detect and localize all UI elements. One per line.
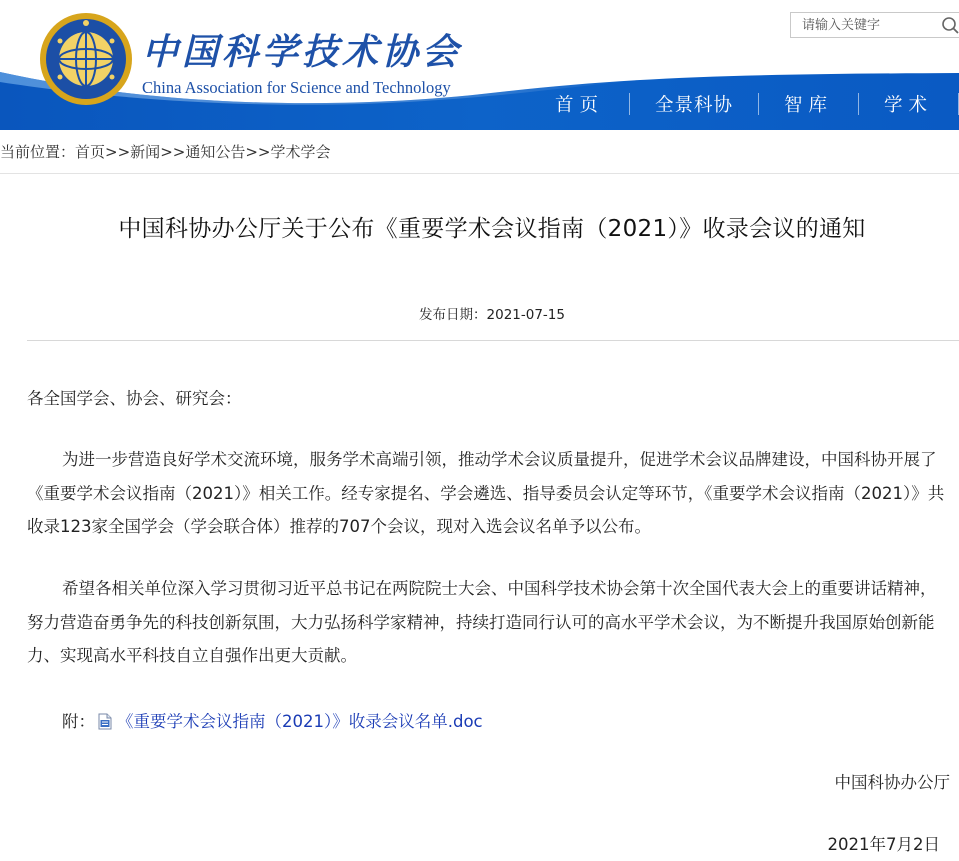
breadcrumb-label: 当前位置： <box>0 143 76 161</box>
cast-logo-emblem-icon <box>38 11 134 107</box>
breadcrumb-separator: >> <box>160 142 186 161</box>
breadcrumb-link-academic-societies[interactable]: 学术学会 <box>270 143 331 161</box>
logo-english-name: China Association for Science and Technology <box>142 78 451 97</box>
breadcrumb-link-news[interactable]: 新闻 <box>130 143 161 161</box>
publish-date-value: 2021-07-15 <box>486 307 565 323</box>
breadcrumb-link-notices[interactable]: 通知公告 <box>185 143 246 161</box>
search-input[interactable] <box>791 13 936 37</box>
nav-item-academic[interactable]: 学术 <box>884 95 934 116</box>
breadcrumb-link-home[interactable]: 首页 <box>75 143 106 161</box>
publish-date-label: 发布日期： <box>419 307 487 323</box>
main-nav <box>530 80 959 128</box>
nav-item-think-tank[interactable]: 智库 <box>784 95 834 116</box>
search-box <box>790 12 959 38</box>
signature-organization: 中国科协办公厅 <box>834 773 950 792</box>
doc-file-icon <box>97 713 113 730</box>
attachment-line <box>62 705 483 738</box>
publish-date-line <box>0 303 959 323</box>
nav-item-home[interactable]: 首页 <box>555 95 605 116</box>
article-title: 中国科协办公厅关于公布《重要学术会议指南（2021）》收录会议的通知 <box>118 216 866 242</box>
attachment-link[interactable]: 《重要学术会议指南（2021）》收录会议名单.doc <box>117 712 483 731</box>
site-header <box>0 0 959 130</box>
breadcrumb-separator: >> <box>245 142 271 161</box>
signature-date: 2021年7月2日 <box>827 835 940 854</box>
logo-chinese-name: 中国科学技术协会 <box>142 31 463 73</box>
attachment-label: 附： <box>62 712 95 731</box>
title-divider <box>27 340 959 341</box>
breadcrumb-separator: >> <box>105 142 131 161</box>
search-icon[interactable] <box>941 16 959 36</box>
article-salutation: 各全国学会、协会、研究会： <box>27 389 242 408</box>
article-paragraph-2: 希望各相关单位深入学习贯彻习近平总书记在两院院士大会、中国科学技术协会第十次全国代表大会上的重要讲话精神，努力营造奋勇争先的科技创新氛围，大力弘扬科学家精神，持续打造同行认可的高水平学术会议，为不断提升我国原始创新能力、实现高水平科技自立自强作出更大贡献。 <box>27 579 937 665</box>
nav-item-panorama[interactable]: 全景科协 <box>655 95 734 116</box>
breadcrumb <box>0 130 959 174</box>
article-paragraph-1: 为进一步营造良好学术交流环境，服务学术高端引领，推动学术会议质量提升，促进学术会议品牌建设，中国科协开展了《重要学术会议指南（2021）》相关工作。经专家提名、学会遴选、指导委员会认定等环节，《重要学术会议指南（2021）》共收录123家全国学会（学会联合体）推荐的707个会议，现对入选会议名单予以公布。 <box>27 450 945 536</box>
